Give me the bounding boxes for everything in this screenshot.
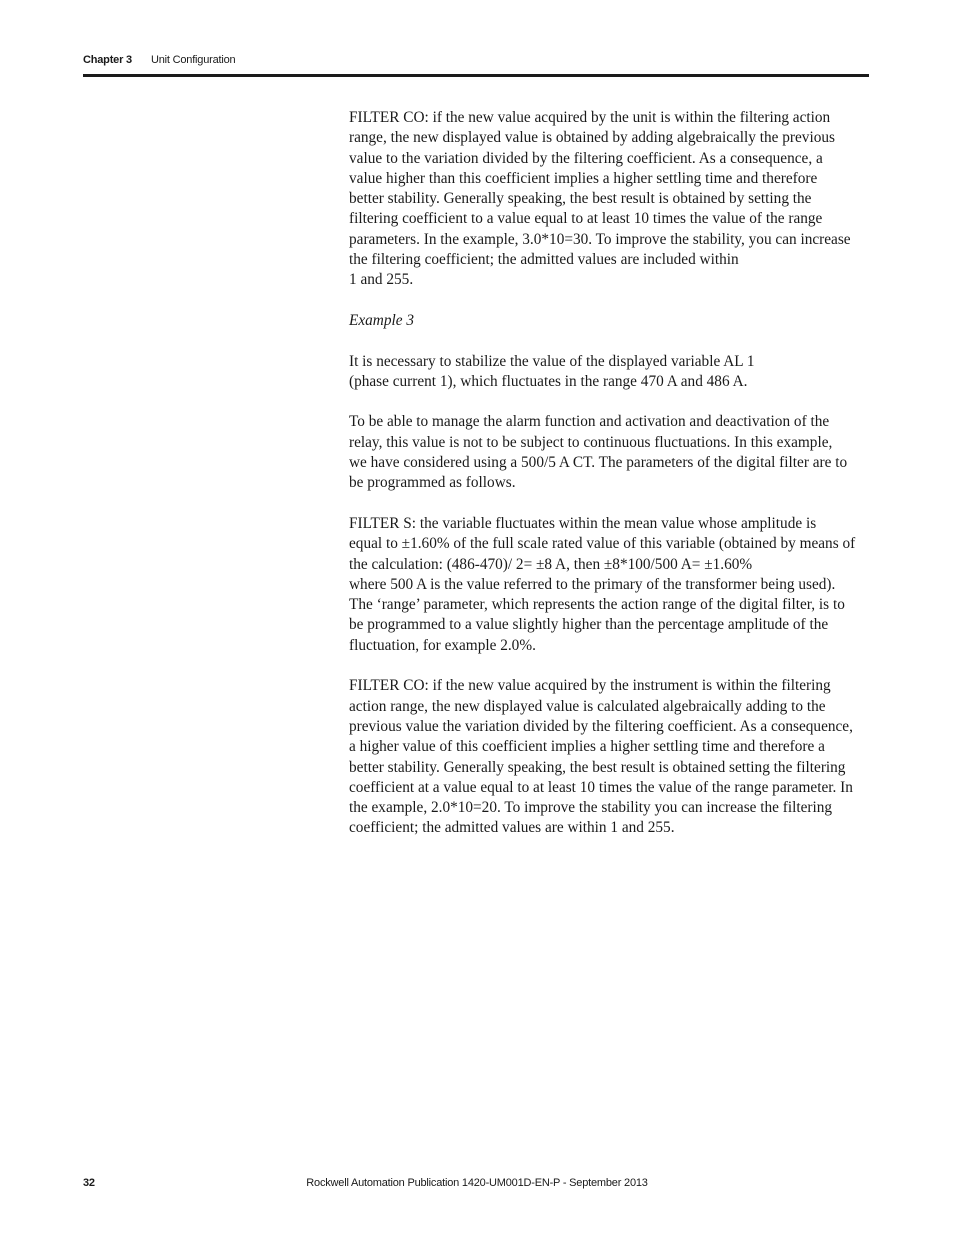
text-line: equal to ±1.60% of the full scale rated value of this variable (obtained by means of (349, 535, 856, 553)
chapter-label: Chapter 3 (83, 54, 132, 66)
page-header (83, 54, 869, 76)
text-line: FILTER CO: if the new value acquired by the instrument is within the filtering (349, 677, 831, 695)
text-line: better stability. Generally speaking, the best result is obtained setting the filtering (349, 758, 846, 776)
text-line: be programmed to a value slightly higher than the percentage amplitude of the (349, 616, 829, 634)
text-line: coefficient at a value equal to at least 10 times the value of the range parameter. In (349, 778, 853, 796)
text-line: To be able to manage the alarm function and activation and deactivation of the (349, 413, 830, 431)
text-line: The ‘range’ parameter, which represents the action range of the digital filter, is to (349, 596, 845, 614)
section-title: Unit Configuration (151, 54, 236, 66)
text-line: FILTER CO: if the new value acquired by the unit is within the filtering action (349, 109, 831, 126)
text-line: coefficient; the admitted values are within 1 and 255. (349, 819, 675, 837)
page-number: 32 (83, 1177, 95, 1189)
text-line: we have considered using a 500/5 A CT. The parameters of the digital filter are to (349, 454, 848, 472)
text-line: FILTER S: the variable fluctuates within the mean value whose amplitude is (349, 514, 817, 532)
text-line: parameters. In the example, 3.0*10=30. To improve the stability, you can increase (349, 230, 851, 248)
text-line: the calculation: (486-470)/ 2= ±8 A, then ±8*100/500 A= ±1.60% (349, 555, 753, 573)
text-line: action range, the new displayed value is calculated algebraically adding to the (349, 697, 826, 715)
publication-info: Rockwell Automation Publication 1420-UM001D-EN-P - September 2013 (306, 1177, 648, 1189)
text-line: It is necessary to stabilize the value of the displayed variable AL 1 (349, 352, 755, 370)
header-rule (83, 74, 869, 77)
paragraph-example-intro (349, 352, 869, 393)
text-line: filtering coefficient to a value equal to at least 10 times the value of the range (349, 210, 823, 228)
text-line: the example, 2.0*10=20. To improve the stability you can increase the filtering (349, 799, 833, 817)
body-column (349, 108, 869, 839)
text-line: previous value the variation divided by the filtering coefficient. As a consequence, (349, 717, 853, 735)
text-line: 1 and 255. (349, 271, 414, 289)
example-heading: Example 3 (349, 311, 414, 329)
paragraph-filter-co-unit (349, 108, 869, 291)
text-line: range, the new displayed value is obtained by adding algebraically the previous (349, 129, 835, 147)
text-line: relay, this value is not to be subject to continuous fluctuations. In this example, (349, 433, 833, 451)
text-line: better stability. Generally speaking, the best result is obtained by setting the (349, 190, 812, 208)
text-line: where 500 A is the value referred to the primary of the transformer being used). (349, 575, 836, 593)
paragraph-filter-co-instrument (349, 676, 869, 838)
text-line: the filtering coefficient; the admitted values are included within (349, 251, 739, 269)
paragraph-filter-s (349, 514, 869, 656)
text-line: value to the variation divided by the filtering coefficient. As a consequence, a (349, 149, 823, 167)
text-line: be programmed as follows. (349, 474, 516, 492)
text-line: a higher value of this coefficient implies a higher settling time and therefore a (349, 738, 825, 756)
text-line: fluctuation, for example 2.0%. (349, 636, 536, 654)
text-line: (phase current 1), which fluctuates in the range 470 A and 486 A. (349, 372, 748, 390)
paragraph-alarm-function (349, 412, 869, 493)
text-line: value higher than this coefficient implies a higher settling time and therefore (349, 169, 818, 187)
